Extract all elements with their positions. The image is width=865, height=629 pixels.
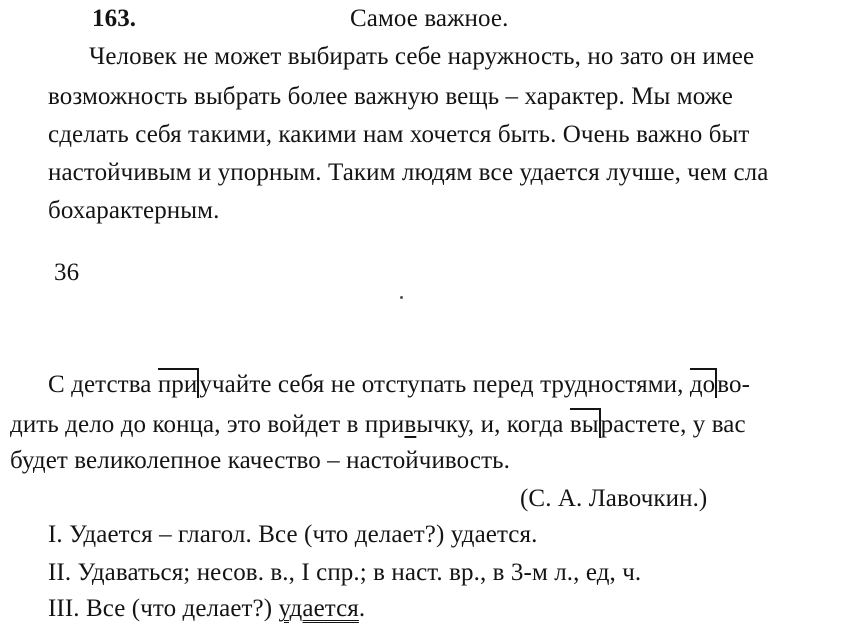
analysis-line2: II. Удаваться; несов. в., I спр.; в наст. вр., в 3-м л., ед, ч. (48, 559, 642, 586)
author-citation: (С. А. Лавочкин.) (520, 485, 708, 512)
paragraph2-line3: будет великолепное качество – настойчивость. (10, 447, 510, 474)
prefix-mark-pri: при (158, 368, 200, 398)
paragraph2-line2-end: растете, у вас (600, 411, 746, 438)
analysis-line1: I. Удается – глагол. Все (что делает?) удается. (48, 521, 538, 548)
paragraph1-line2: возможность выбрать более важную вещь – характер. Мы може (48, 83, 733, 110)
paragraph2-line1-start: С детства (48, 371, 158, 398)
scan-speck (400, 296, 403, 299)
paragraph1-line3: сделать себя такими, какими нам хочется быть. Очень важно быт (48, 121, 750, 148)
paragraph2-line2-mid: ычку, и, когда (416, 411, 570, 438)
paragraph1-line1: Человек не может выбирать себе наружность, но зато он имее (89, 43, 755, 70)
prefix-mark-vy: вы (570, 408, 601, 438)
analysis-line3 (48, 594, 365, 624)
exercise-number: 163. (92, 5, 137, 32)
analysis-line3-end: . (358, 595, 366, 622)
paragraph2-line2-start: дить дело до конца, это войдет в при (10, 411, 405, 438)
paragraph2-line1-mid: учайте себя не отступать перед трудностями, (199, 371, 690, 398)
paragraph2-line1-end: во- (717, 371, 751, 398)
page-number: 36 (54, 259, 80, 286)
exercise-title: Самое важное. (350, 5, 509, 32)
underlined-letter-v: в (404, 411, 417, 438)
paragraph2-line1 (48, 370, 750, 400)
paragraph1-line4: настойчивым и упорным. Таким людям все удается лучше, чем сла (48, 159, 769, 186)
predicate-underlined: удается (278, 595, 359, 622)
paragraph2-line2 (10, 410, 746, 440)
prefix-mark-do: до (690, 368, 717, 398)
analysis-line3-start: III. Все (что делает?) (48, 595, 279, 622)
paragraph1-line5: бохарактерным. (48, 197, 220, 224)
